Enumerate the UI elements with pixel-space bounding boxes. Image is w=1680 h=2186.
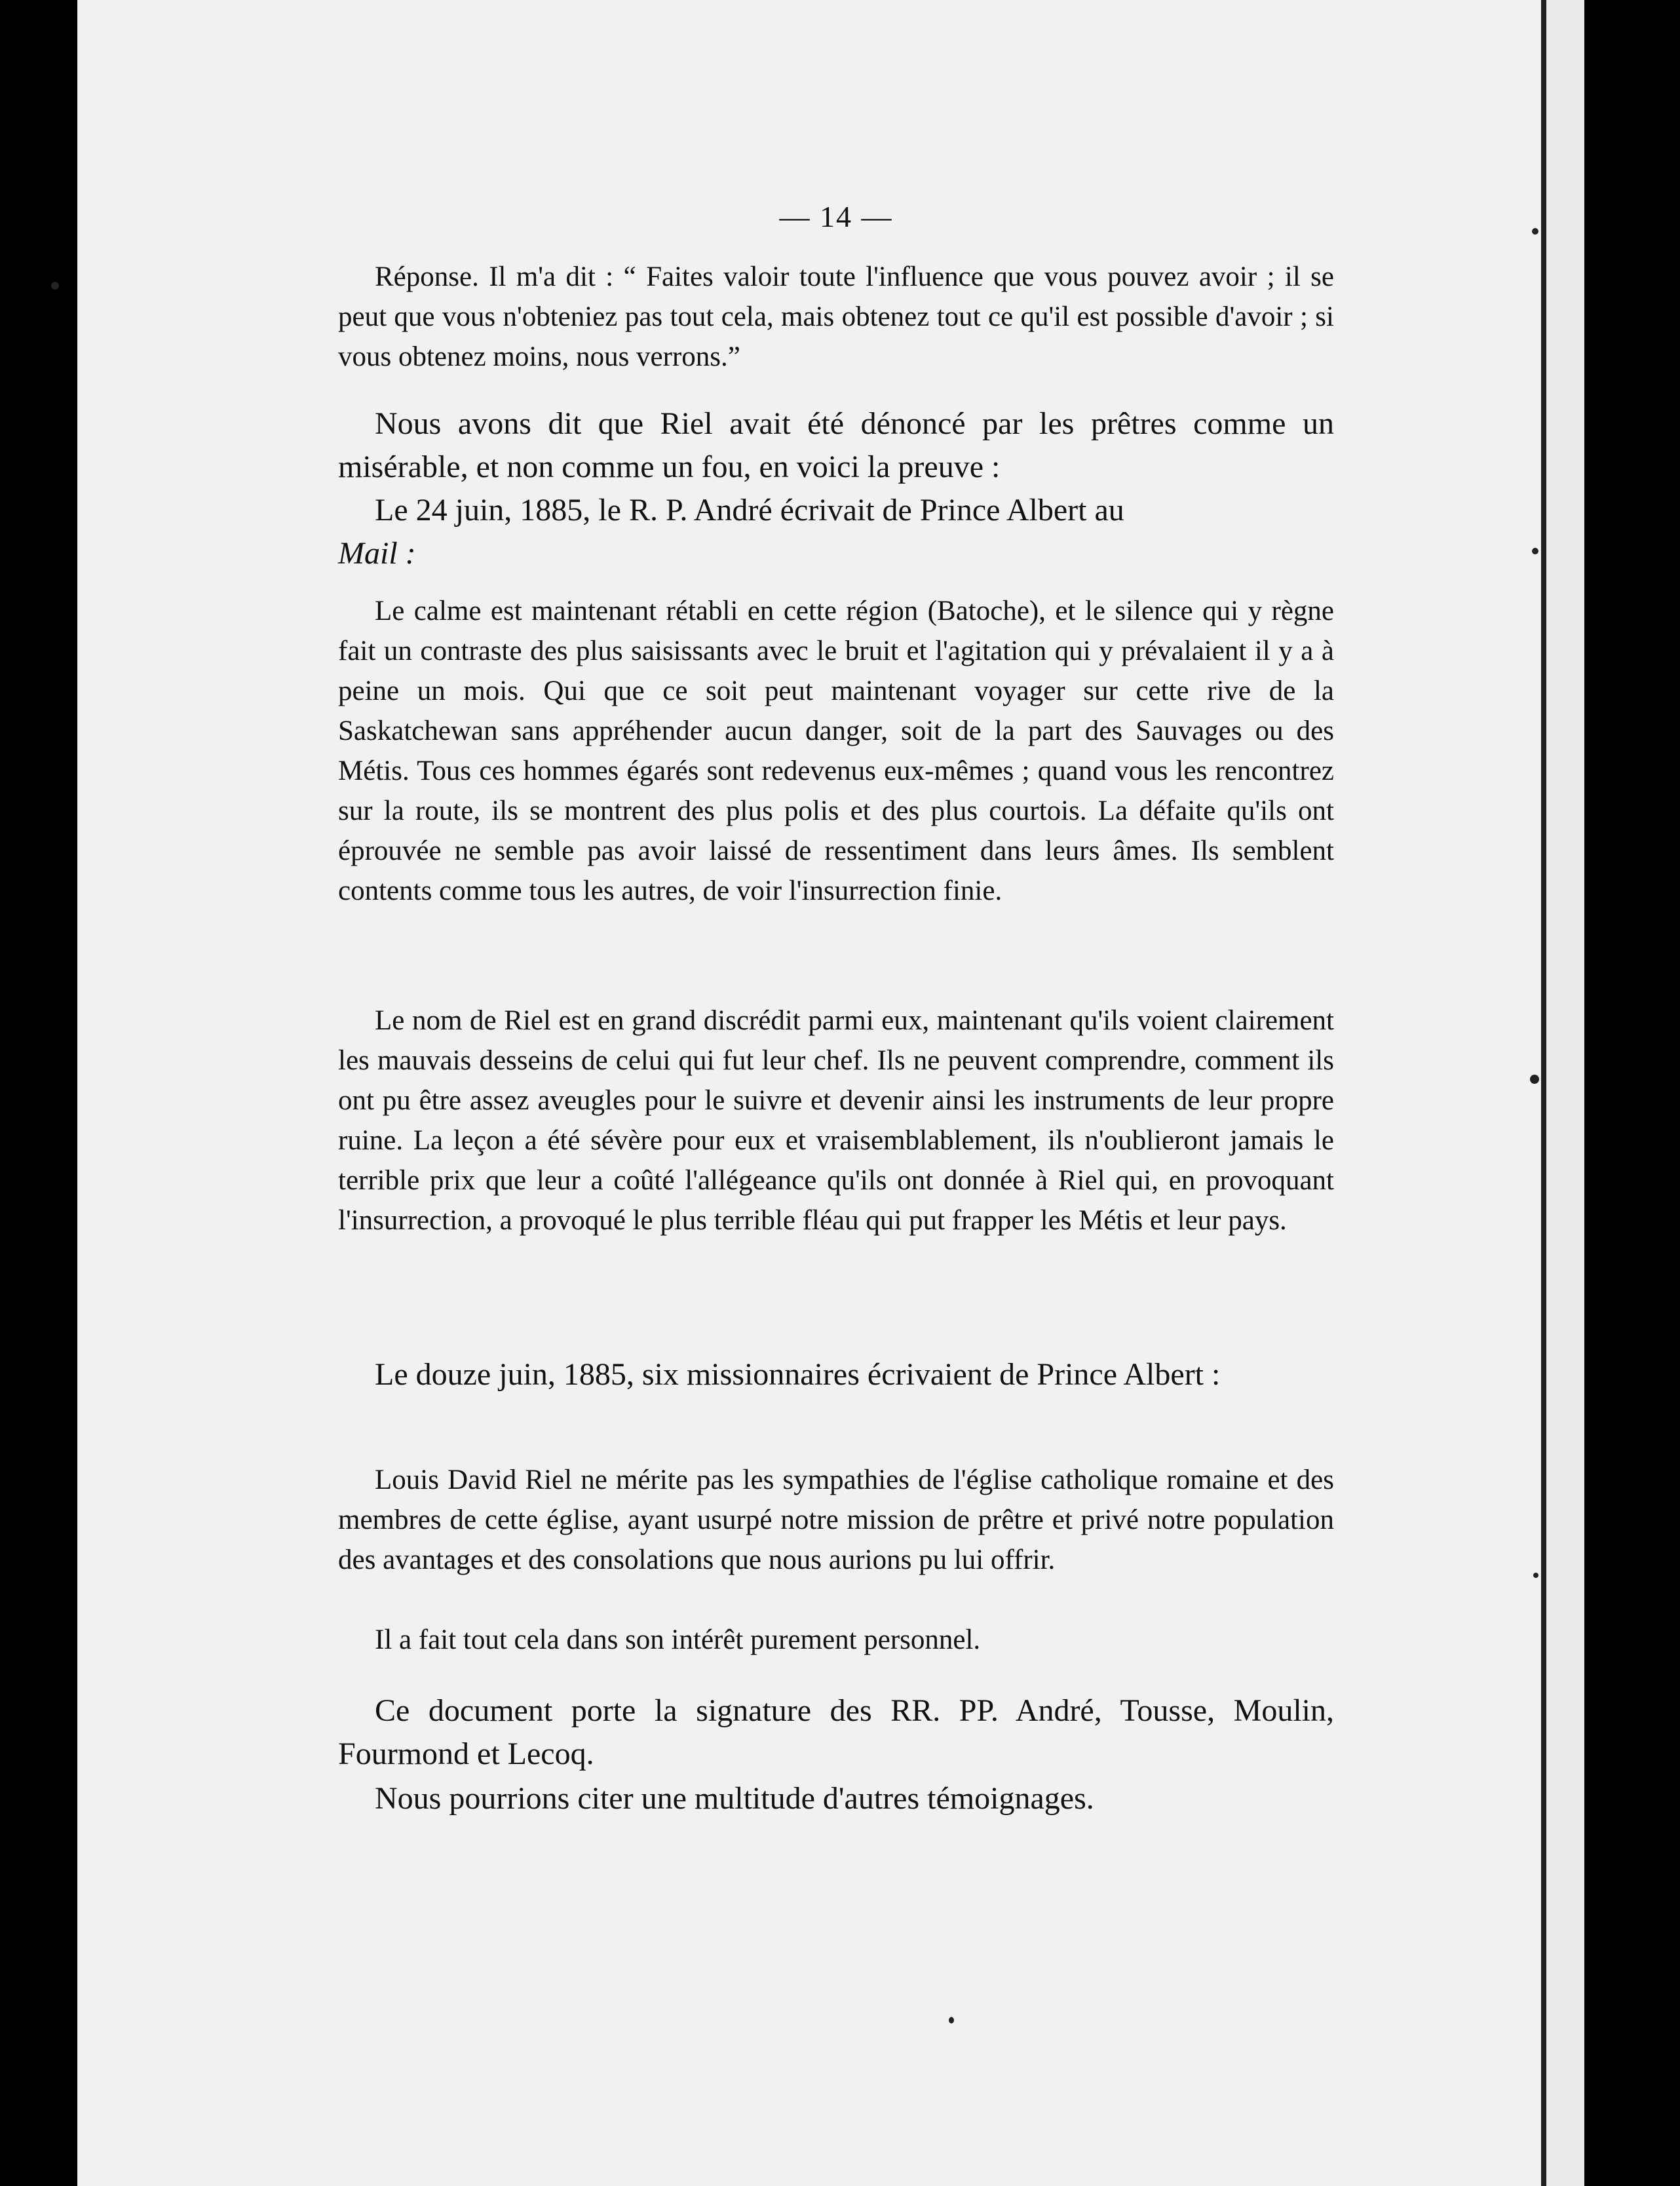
date-text: Le 24 juin, 1885, le R. P. André écrivait de Prince Albert au bbox=[375, 493, 1124, 527]
scan-speck bbox=[1533, 1573, 1538, 1578]
quote-calme: Le calme est maintenant rétabli en cette région (Batoche), et le silence qui y règne fait un contraste des plus saisissants avec le bruit et l'agitation qui y prévalaient il y a à peine un mois. Qui que ce soit peut maintenant voyager sur cette rive de la Saskatchewan sans appréhender aucun danger, soit de la part des Sauvages ou des Métis. Tous ces hommes égarés sont redevenus eux-mêmes ; quand vous les rencontrez sur la route, ils se montrent des plus polis et des plus courtois. La défaite qu'ils ont éprouvée ne semble pas avoir laissé de ressentiment dans leurs âmes. Ils semblent contents comme tous les autres, de voir l'insurrection finie. bbox=[338, 596, 1334, 906]
page-edge bbox=[1541, 0, 1546, 2186]
right-margin bbox=[1546, 0, 1584, 2186]
quote-nom-riel: Le nom de Riel est en grand discrédit parmi eux, maintenant qu'ils voient clairement les mauvais desseins de celui qui fut leur chef. Ils ne peuvent comprendre, comment ils ont pu être assez aveugles pour le suivre et devenir ainsi les instruments de leur propre ruine. La leçon a été sévère pour eux et vraisemblablement, ils n'oublieront jamais le terrible prix que leur a coûté l'allégeance qu'ils ont donnée à Riel qui, en provoquant l'insurrection, a provoqué le plus terrible fléau qui put frapper les Métis et leur pays. bbox=[338, 1005, 1334, 1236]
scan-speck bbox=[949, 2017, 954, 2023]
paragraph-temoignages: Nous pourrions citer une multitude d'autres témoignages. bbox=[375, 1781, 1094, 1816]
scan-speck bbox=[51, 282, 59, 290]
newspaper-name: Mail : bbox=[338, 536, 416, 571]
paragraph-signature: Ce document porte la signature des RR. PP. André, Tousse, Moulin, Fourmond et Lecoq. bbox=[338, 1693, 1334, 1771]
scan-speck bbox=[1532, 548, 1538, 554]
paragraph-reponse: Réponse. Il m'a dit : “ Faites valoir toute l'influence que vous pouvez avoir ; il se peut que vous n'obteniez pas tout cela, mais obtenez tout ce qu'il est possible d'avoir ; si vous obtenez moins, nous verrons.” bbox=[338, 261, 1334, 372]
page-number: — 14 — bbox=[779, 200, 893, 233]
paragraph-date bbox=[338, 489, 1334, 575]
scan-speck bbox=[1530, 1075, 1539, 1084]
paragraph-missionnaires: Le douze juin, 1885, six missionnaires écrivaient de Prince Albert : bbox=[375, 1357, 1221, 1392]
quote-interet-personnel: Il a fait tout cela dans son intérêt purement personnel. bbox=[375, 1624, 981, 1655]
scan-speck bbox=[1532, 228, 1538, 235]
paragraph-denonce: Nous avons dit que Riel avait été dénoncé par les prêtres comme un misérable, et non comme un fou, en voici la preuve : bbox=[338, 406, 1334, 484]
quote-louis-david-riel: Louis David Riel ne mérite pas les sympathies de l'église catholique romaine et des membres de cette église, ayant usurpé notre mission de prêtre et privé notre population des avantages et des consolations que nous aurions pu lui offrir. bbox=[338, 1465, 1334, 1575]
